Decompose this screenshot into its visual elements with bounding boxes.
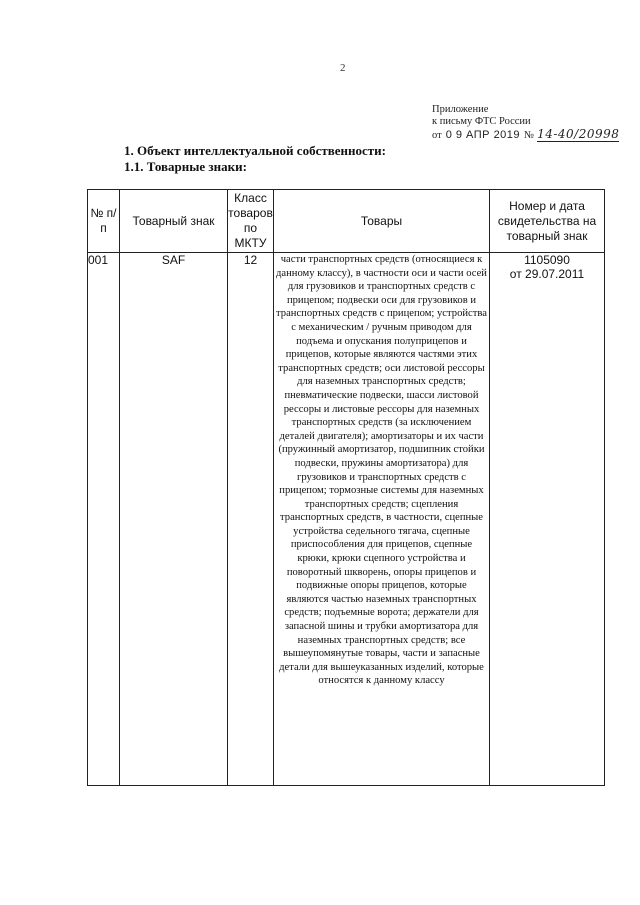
header-class: Класс товаров по МКТУ: [228, 190, 274, 253]
appendix-header: [432, 104, 619, 142]
row-class: 12: [228, 253, 274, 786]
appendix-from-label: от: [432, 130, 442, 141]
row-goods: части транспортных средств (относящиеся к данному классу), в частности оси и части осей для грузовиков и транспортных средств с прицепом; подвески оси для грузовиков и транспортных средств с прицепом; устройства с механическим / ручным приводом для подъема и опускания полуприцепов и прицепов, которые являются частями этих транспортных средств; оси листовой рессоры для наземных транспортных средств; пневматические подвески, шасси листовой рессоры и листовые рессоры для наземных транспортных средств (за исключением деталей двигателя); амортизаторы и их части (пружинный амортизатор, подшипник стойки подвески, пружины амортизатора) для грузовиков и транспортных средств с прицепом; тормозные системы для наземных транспортных средств; сцепления транспортных средств, в частности, сцепные устройства седельного тягача, сцепные приспособления для прицепов, сцепные крюки, крюки сцепного устройства и поворотный шкворень, опоры прицепов и подвижные опоры прицепов, которые являются частью наземных транспортных средств; подъемные ворота; держатели для запасной шины и трубки амортизатора для наземных транспортных средств; все вышеупомянутые товары, части и запасные детали для вышеуказанных изделий, которые относятся к данному классу: [274, 253, 490, 786]
header-mark: Товарный знак: [120, 190, 228, 253]
header-num: № п/п: [88, 190, 120, 253]
appendix-date-line: [432, 128, 619, 142]
appendix-letter-ref: к письму ФТС России: [432, 116, 531, 127]
header-goods: Товары: [274, 190, 490, 253]
appendix-title: Приложение: [432, 104, 489, 115]
appendix-handwritten-number: 14-40/20998: [537, 127, 620, 141]
certificate-number: 1105090: [524, 253, 570, 267]
appendix-number-label: №: [524, 130, 535, 141]
table-row: [88, 253, 605, 786]
row-certificate: [490, 253, 605, 786]
certificate-date: от 29.07.2011: [509, 267, 585, 281]
row-trademark: SAF: [120, 253, 228, 786]
table-header-row: [88, 190, 605, 253]
page-number: 2: [340, 62, 346, 74]
header-certificate: Номер и дата свидетельства на товарный знак: [490, 190, 605, 253]
row-num: 001: [88, 253, 120, 786]
trademarks-table: [87, 189, 605, 786]
subsection-title: 1.1. Товарные знаки:: [124, 159, 247, 174]
section-title: 1. Объект интеллектуальной собственности:: [124, 143, 386, 158]
appendix-date-stamp: 0 9 АПР 2019: [445, 129, 521, 141]
